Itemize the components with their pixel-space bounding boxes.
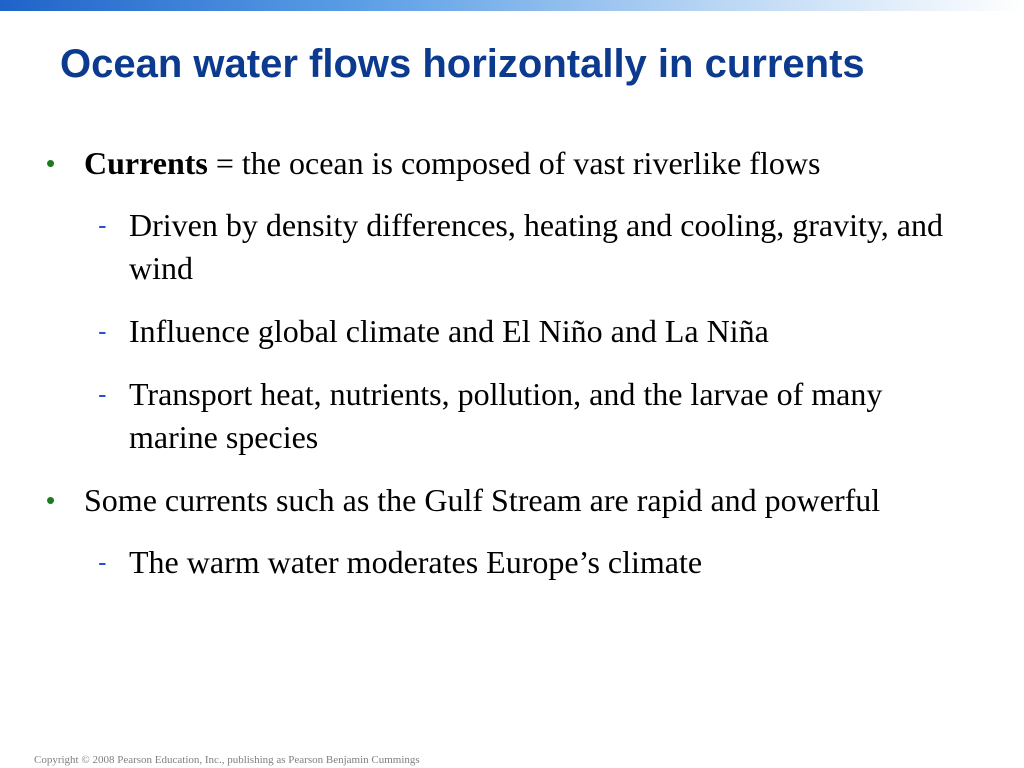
sub-bullet-item bbox=[0, 373, 969, 459]
sub-bullet-marker: - bbox=[98, 210, 107, 240]
sub-bullet-item bbox=[0, 541, 969, 584]
sub-bullet-marker: - bbox=[98, 547, 107, 577]
sub-bullet-text: Influence global climate and El Niño and La Niña bbox=[129, 313, 769, 349]
bullet-text: = the ocean is composed of vast riverlike flows bbox=[207, 145, 821, 181]
sub-bullet-text: Transport heat, nutrients, pollution, and the larvae of many marine species bbox=[129, 376, 883, 455]
sub-bullet-item bbox=[0, 310, 969, 353]
bullet-marker: • bbox=[46, 148, 56, 178]
bullet-list bbox=[0, 142, 1024, 584]
sub-bullet-item bbox=[0, 204, 969, 290]
sub-bullet-marker: - bbox=[98, 379, 107, 409]
sub-bullet-text: Driven by density differences, heating and cooling, gravity, and wind bbox=[129, 207, 943, 286]
top-gradient-bar bbox=[0, 0, 1024, 11]
bullet-text: Some currents such as the Gulf Stream are rapid and powerful bbox=[84, 482, 881, 518]
bullet-item-gulf-stream bbox=[0, 479, 944, 522]
slide-title: Ocean water flows horizontally in currents bbox=[60, 42, 865, 86]
bullet-term: Currents bbox=[84, 145, 208, 181]
bullet-marker: • bbox=[46, 485, 56, 515]
copyright-notice: Copyright © 2008 Pearson Education, Inc., publishing as Pearson Benjamin Cummings bbox=[34, 754, 420, 766]
sub-bullet-text: The warm water moderates Europe’s climate bbox=[129, 544, 703, 580]
sub-bullet-marker: - bbox=[98, 316, 107, 346]
bullet-item-currents bbox=[0, 142, 944, 185]
